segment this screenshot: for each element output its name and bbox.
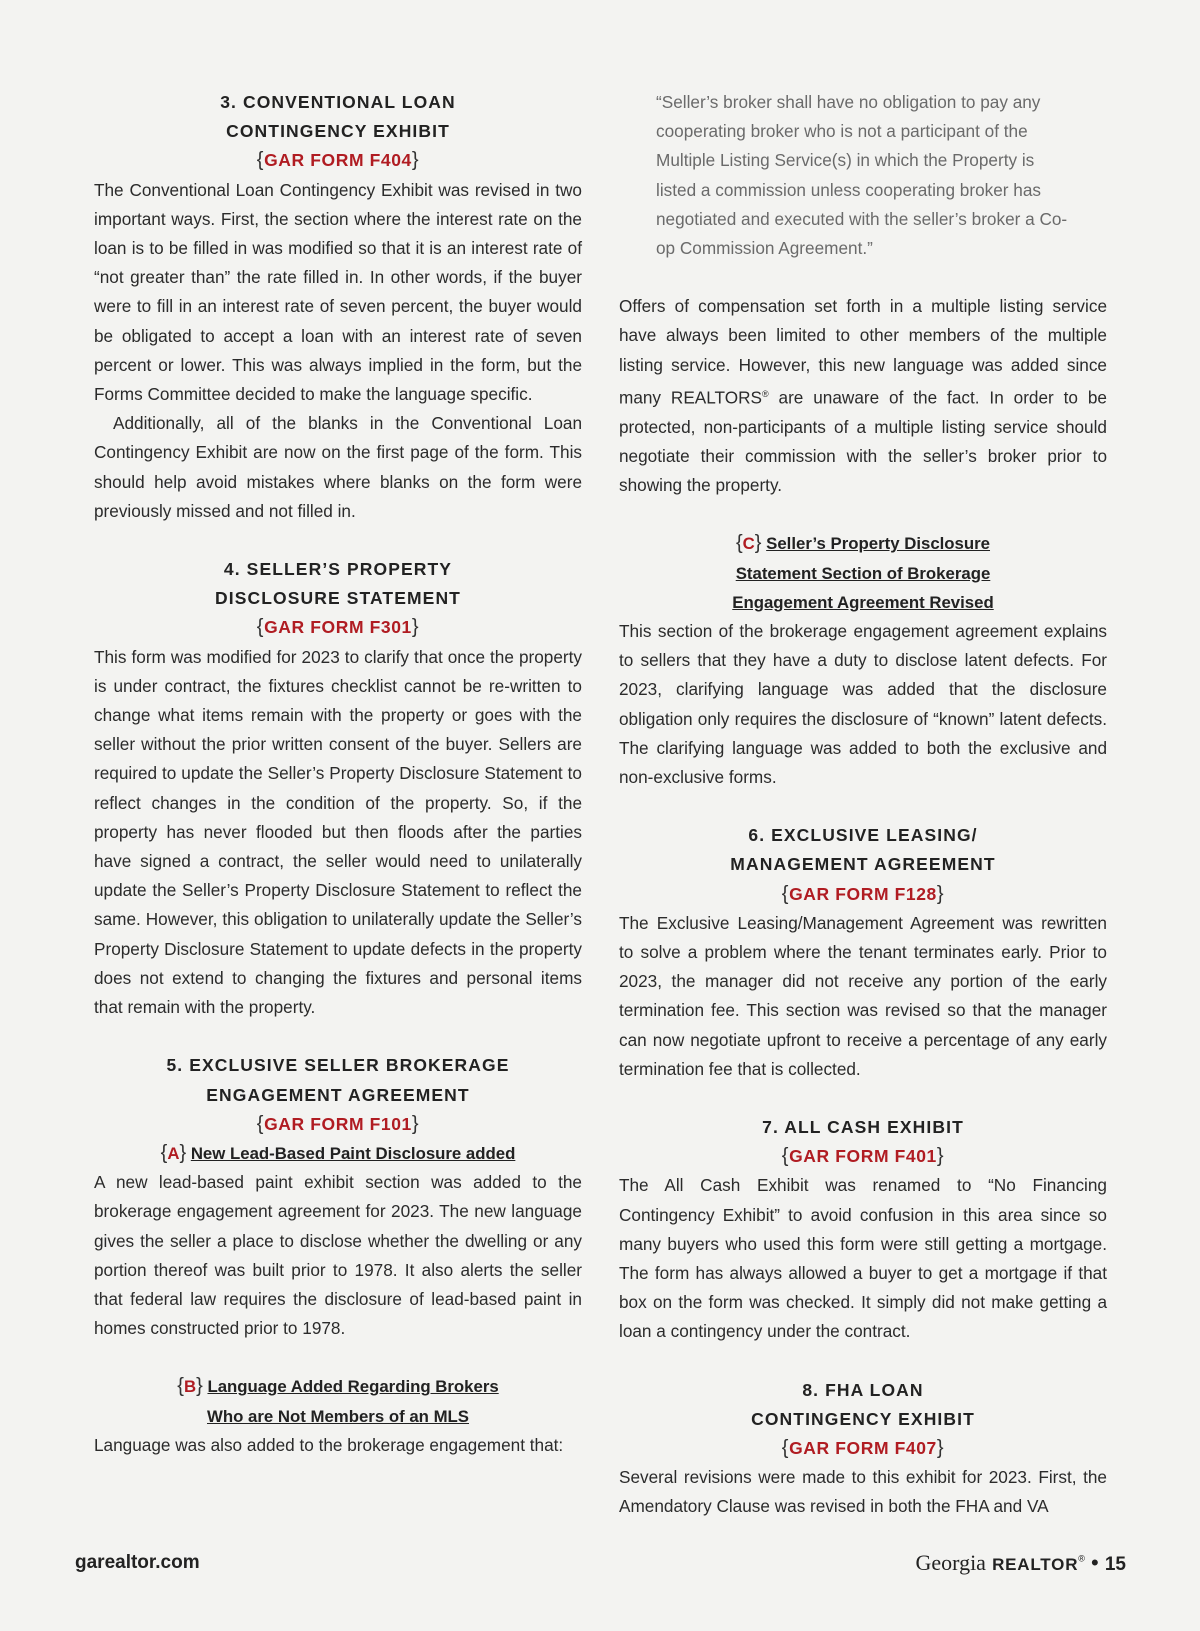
subsection-b-heading: {B} Language Added Regarding Brokers Who are Not Members of an MLS [177,1375,499,1426]
subsection-a-heading: {A} New Lead-Based Paint Disclosure added [160,1141,516,1164]
mls-quote: “Seller’s broker shall have no obligation to pay any cooperating broker who is not a participant of the Multiple Listing Service(s) in which the Property is listed a commission unless cooperating broker has negotiated and executed with the seller’s broker a Co-op Commission Agreement.” [656,92,1068,259]
subsection-b-paragraph: Language was also added to the brokerage engagement that: [94,1434,564,1455]
footer-brand-page: Georgia REALTOR® • 15 [915,1550,1126,1575]
subsection-c-heading: {C} Seller’s Property Disclosure Statement Section of Brokerage Engagement Agreement Revised [732,532,994,612]
footer-website: garealtor.com [75,1552,200,1573]
section-8-form-number: {GAR FORM F407} [781,1437,945,1460]
section-6-form-number: {GAR FORM F128} [781,882,945,905]
section-6-paragraph: The Exclusive Leasing/Management Agreement was rewritten to solve a problem where the tenant terminates early. Prior to 2023, the manager did not receive any portion of the early termination fee. This section was revised so that the manager can now negotiate upfront to receive a percentage of any early termination fee that is collected. [619,912,1107,1079]
section-4-form-number: {GAR FORM F301} [256,616,420,639]
page-number: 15 [1104,1554,1126,1575]
section-4-paragraph: This form was modified for 2023 to clarify that once the property is under contract, the fixtures checklist cannot be re-written to change what items remain with the property or goes with the seller without the prior written consent of the buyer. Sellers are required to update the Seller’s Property Disclosure Statement to reflect changes in the condition of the property. So, if the property has never flooded but then floods after the parties have signed a contract, the seller would need to unilaterally update the Seller’s Property Disclosure Statement to reflect the same. However, this obligation to unilaterally update the Seller’s Property Disclosure Statement to update defects in the property does not extend to changing the fixtures and personal items that remain with the property. [94,646,582,1018]
section-3-paragraph-1: The Conventional Loan Contingency Exhibit was revised in two important ways. First, the section where the interest rate on the loan is to be filled in was modified so that it is an interest rate of “not greater than” the rate filled in. In other words, if the buyer were to fill in an interest rate of seven percent, the buyer would be obligated to accept a loan with an interest rate of seven percent or lower. This was always implied in the form, but the Forms Committee decided to make the language specific. [94,179,582,405]
section-7-heading: 7. ALL CASH EXHIBIT [762,1117,964,1138]
subsection-a-paragraph: A new lead-based paint exhibit section was added to the brokerage engagement agreement for 2023. The new language gives the seller a place to disclose whether the dwelling or any portion thereof was built prior to 1978. It also alerts the seller that federal law requires the disclosure of lead-based paint in homes constructed prior to 1978. [94,1172,582,1339]
section-4-heading: 4. SELLER’S PROPERTY DISCLOSURE STATEMENT [215,559,461,609]
section-3-heading: 3. CONVENTIONAL LOAN CONTINGENCY EXHIBIT [220,92,456,142]
mls-paragraph: Offers of compensation set forth in a multiple listing service have always been limited to other members of the multiple listing service. However, this new language was added since many REALTORS® are unaware of the fact. In order to be protected, non-participants of a multiple listing service should negotiate their commission with the seller’s broker prior to showing the property. [619,296,1107,496]
section-5-heading: 5. EXCLUSIVE SELLER BROKERAGE ENGAGEMENT AGREEMENT [166,1055,510,1105]
section-8-paragraph: Several revisions were made to this exhibit for 2023. First, the Amendatory Clause was revised in both the FHA and VA [619,1467,1107,1517]
left-column [94,88,582,1460]
section-6-heading: 6. EXCLUSIVE LEASING/ MANAGEMENT AGREEMENT [730,825,996,875]
section-7-paragraph: The All Cash Exhibit was renamed to “No Financing Contingency Exhibit” to avoid confusion in this area since so many buyers who used this form were still getting a mortgage. The form has always allowed a buyer to get a mortgage if that box on the form was checked. It simply did not make getting a loan a contingency under the contract. [619,1175,1107,1342]
section-5-form-number: {GAR FORM F101} [256,1112,420,1135]
subsection-c-paragraph: This section of the brokerage engagement agreement explains to sellers that they have a duty to disclose latent defects. For 2023, clarifying language was added that the disclosure obligation only requires the disclosure of “known” latent defects. The clarifying language was added to both the exclusive and non-exclusive forms. [619,620,1107,787]
section-8-heading: 8. FHA LOAN CONTINGENCY EXHIBIT [751,1379,975,1429]
section-3-form-number: {GAR FORM F404} [256,149,420,172]
section-3-paragraph-2: Additionally, all of the blanks in the Conventional Loan Contingency Exhibit are now on the first page of the form. This should help avoid mistakes where blanks on the form were previously missed and not filled in. [94,413,582,521]
right-column [619,88,1107,1522]
section-7-form-number: {GAR FORM F401} [781,1145,945,1168]
